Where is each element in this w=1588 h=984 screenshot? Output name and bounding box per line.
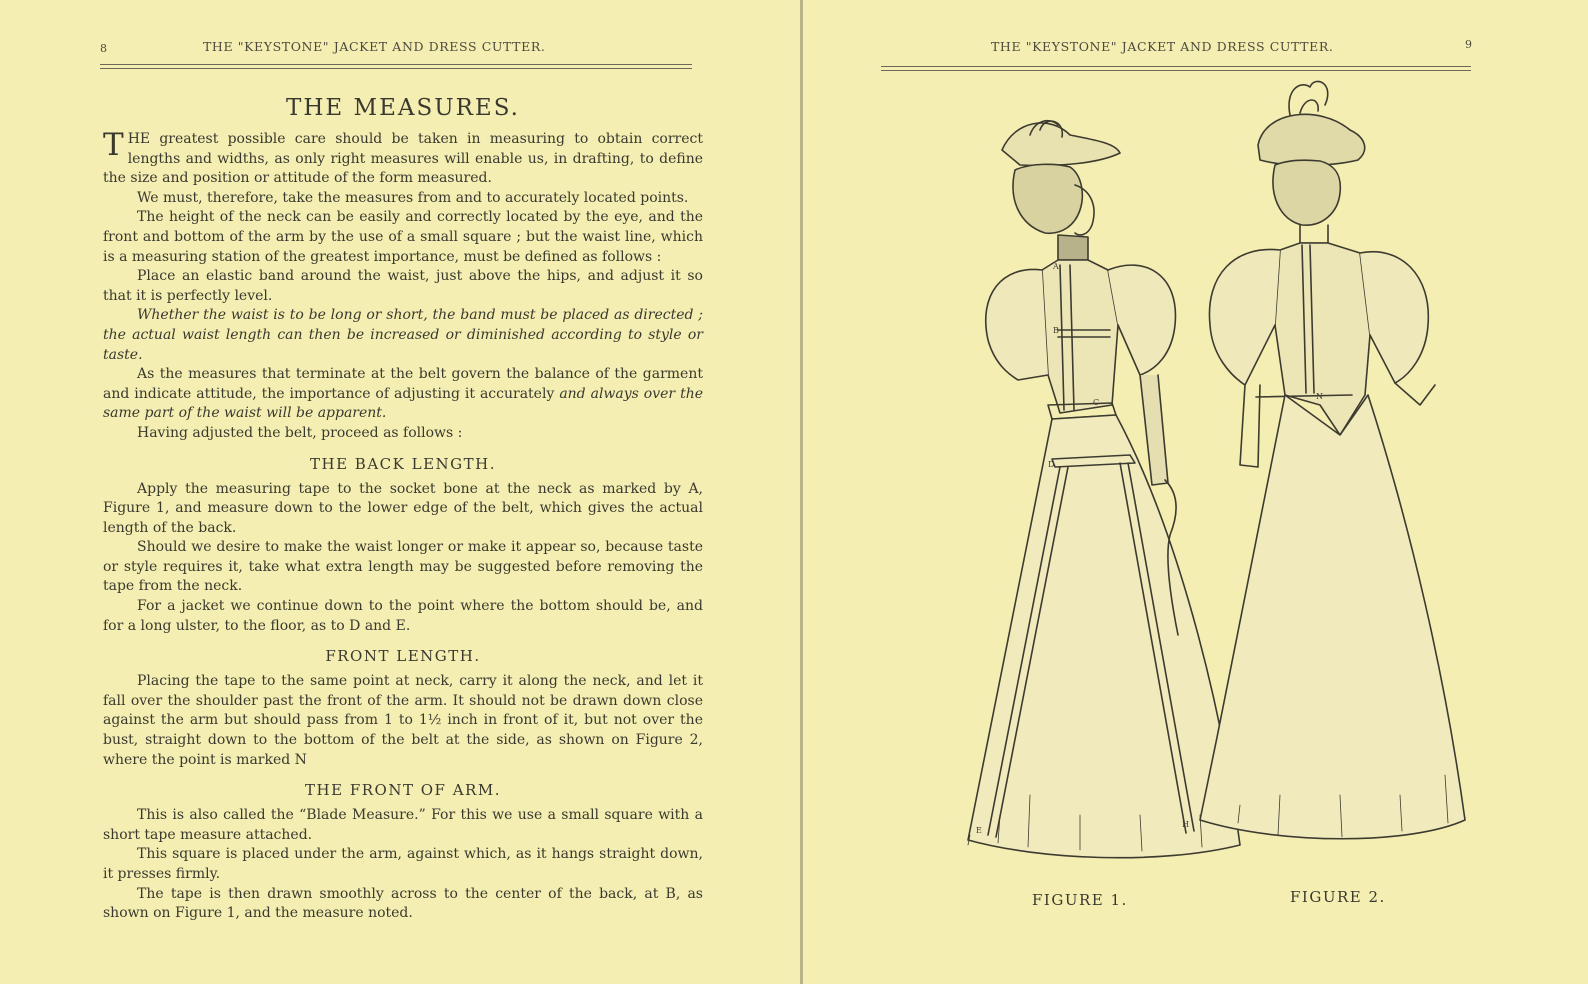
balance-text: As the measures that terminate at the belt govern the balance of the garment and indicate attitude, the importance of adjusting it accurately [103, 366, 703, 402]
figure-1-caption: FIGURE 1. [1032, 891, 1128, 909]
paragraph: For a jacket we continue down to the point where the bottom should be, and for a long ulster, to the floor, as to D and E. [103, 598, 703, 634]
figure-label-h: H [1182, 820, 1189, 829]
figure-label-a: A [1053, 262, 1059, 271]
paragraph: The height of the neck can be easily and correctly located by the eye, and the front and bottom of the arm by the use of a small square ; but the waist line, which is a measuring station of the greatest importance, must be defined as follows : [103, 209, 703, 265]
section-heading-front-of-arm: THE FRONT OF ARM. [305, 781, 501, 800]
fashion-illustration [940, 75, 1470, 875]
paragraph: Placing the tape to the same point at neck, carry it along the neck, and let it fall over the shoulder past the front of the arm. It should not be drawn down close against the arm but should pass from 1 to 1½ inch in front of it, but not over the bust, straight down to the bottom of the belt at the side, as shown on Figure 2, where the point is marked N [103, 673, 703, 768]
paragraph: We must, therefore, take the measures from and to accurately located points. [137, 189, 689, 206]
section-heading-front-length: FRONT LENGTH. [325, 647, 481, 666]
paragraph: Place an elastic band around the waist, just above the hips, and adjust it so that it is perfectly level. [103, 268, 703, 304]
figure-label-d: D [1048, 460, 1055, 469]
intro-text: HE greatest possible care should be taken in measuring to obtain correct lengths and widths, as only right measures will enable us, in drafting, to define the size and position or attitude of the form measured. [103, 131, 703, 187]
page-title: THE MEASURES. [286, 95, 520, 121]
intro-paragraph [103, 127, 703, 189]
figure-label-n: N [1316, 392, 1323, 401]
italic-paragraph: Whether the waist is to be long or short, the band must be placed as directed ; the actual waist length can then be increased or diminished according to style or taste. [103, 307, 703, 363]
balance-italic-tail: and always over the same part of the waist will be apparent. [103, 385, 703, 422]
figure-label-b: B [1053, 326, 1059, 335]
drop-cap: T [103, 127, 124, 163]
paragraph: The tape is then drawn smoothly across to the center of the back, at B, as shown on Figure 1, and the measure noted. [103, 885, 703, 922]
right-page-number: 9 [1465, 38, 1472, 51]
balance-paragraph [103, 365, 703, 424]
figure-2-caption: FIGURE 2. [1290, 888, 1386, 906]
paragraph: This is also called the “Blade Measure.” For this we use a small square with a short tape measure attached. [103, 807, 703, 843]
paragraph: Should we desire to make the waist longer or make it appear so, because taste or style requires it, take what extra length may be suggested before removing the tape from the neck. [103, 539, 703, 595]
right-header-rule [881, 66, 1471, 71]
paragraph: This square is placed under the arm, against which, as it hangs straight down, it presses firmly. [103, 846, 703, 882]
left-page-text [103, 95, 703, 924]
closing-line: Having adjusted the belt, proceed as follows : [137, 424, 463, 441]
figure-label-c: C [1093, 398, 1100, 407]
paragraph: Apply the measuring tape to the socket bone at the neck as marked by A, Figure 1, and measure down to the lower edge of the belt, which gives the actual length of the back. [103, 480, 703, 536]
figure-1-drawing [968, 121, 1240, 858]
figure-2-drawing [1200, 81, 1465, 838]
section-heading-back-length: THE BACK LENGTH. [310, 454, 496, 473]
left-running-head: THE "KEYSTONE" JACKET AND DRESS CUTTER. [203, 39, 546, 54]
figure-label-e: E [976, 826, 982, 835]
left-page-number: 8 [100, 42, 107, 55]
right-running-head: THE "KEYSTONE" JACKET AND DRESS CUTTER. [991, 39, 1334, 54]
left-header-rule [100, 64, 692, 69]
